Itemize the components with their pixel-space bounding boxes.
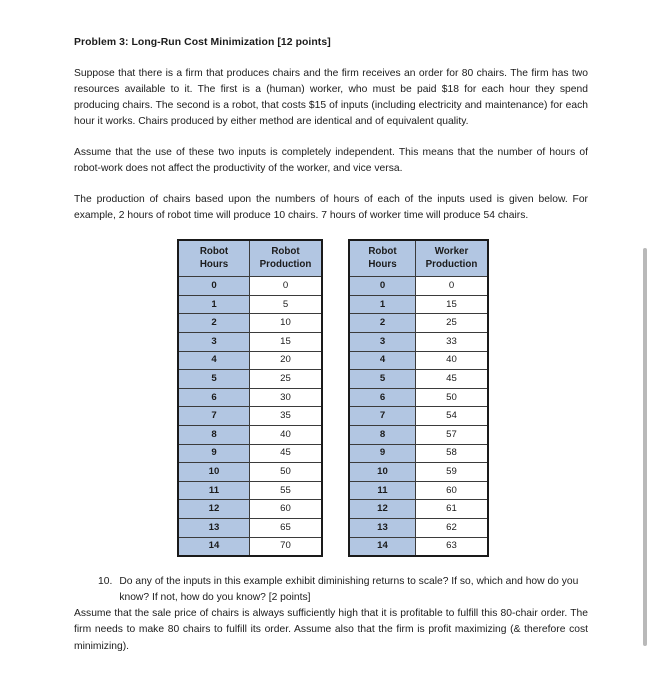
table-row [178,500,322,519]
column-header-robot-hours: Robot Hours [178,240,250,277]
table-row [349,407,488,426]
table-row [349,444,488,463]
question-number: 10. [98,576,113,588]
cell-production: 0 [416,277,489,296]
cell-hours: 14 [178,537,250,556]
cell-production: 0 [250,277,323,296]
cell-production: 15 [416,295,489,314]
cell-hours: 14 [349,537,416,556]
table-row [349,500,488,519]
cell-hours: 5 [349,370,416,389]
robot-production-table [177,239,323,557]
cell-hours: 5 [178,370,250,389]
cell-production: 55 [250,481,323,500]
table-row [349,295,488,314]
table-row [178,295,322,314]
table-row [178,463,322,482]
paragraph-intro: Suppose that there is a firm that produces chairs and the firm receives an order for 80 chairs. The firm has two resources available to it. The first is a (human) worker, who must be paid $18 for each hour they spend producing chairs. The second is a robot, that costs $15 of inputs (including electricity and maintenance) for each hour it works. Chairs produced by either method are identical and of equivalent quality. [74,67,588,127]
cell-production: 30 [250,388,323,407]
table-row [178,277,322,296]
cell-production: 50 [416,388,489,407]
table-row [349,351,488,370]
cell-hours: 3 [178,333,250,352]
cell-hours: 1 [349,295,416,314]
cell-hours: 7 [349,407,416,426]
table-row [178,426,322,445]
table-row [178,518,322,537]
cell-hours: 7 [178,407,250,426]
cell-production: 40 [416,351,489,370]
cell-production: 58 [416,444,489,463]
table-row [349,388,488,407]
cell-production: 10 [250,314,323,333]
cell-hours: 10 [178,463,250,482]
cell-hours: 12 [349,500,416,519]
cell-hours: 6 [349,388,416,407]
cell-production: 33 [416,333,489,352]
worker-table-body [349,277,488,556]
paragraph-independence: Assume that the use of these two inputs is completely independent. This means that the number of hours of robot-work does not affect the productivity of the worker, and vice versa. [74,146,588,174]
paragraph-closing: Assume that the sale price of chairs is always sufficiently high that it is profitable to fulfill this 80-chair order. The firm needs to make 80 chairs to fulfill its order. Assume also that the firm is profit maximizing (& therefore cost minimizing). [74,608,588,652]
cell-production: 45 [250,444,323,463]
cell-production: 61 [416,500,489,519]
cell-hours: 8 [349,426,416,445]
worker-production-table [348,239,489,557]
cell-hours: 10 [349,463,416,482]
cell-production: 70 [250,537,323,556]
cell-hours: 12 [178,500,250,519]
cell-hours: 11 [178,481,250,500]
cell-hours: 2 [349,314,416,333]
table-row [349,426,488,445]
page-title: Problem 3: Long-Run Cost Minimization [12 points] [74,37,331,48]
table-row [178,370,322,389]
table-row [178,388,322,407]
table-row [349,370,488,389]
cell-production: 5 [250,295,323,314]
cell-production: 15 [250,333,323,352]
cell-production: 65 [250,518,323,537]
cell-hours: 11 [349,481,416,500]
table-header-row [178,240,322,277]
table-header-row [349,240,488,277]
robot-table-head [178,240,322,277]
cell-production: 35 [250,407,323,426]
cell-hours: 9 [349,444,416,463]
cell-production: 57 [416,426,489,445]
cell-hours: 9 [178,444,250,463]
table-row [349,463,488,482]
table-row [349,333,488,352]
table-row [349,537,488,556]
cell-hours: 3 [349,333,416,352]
cell-production: 25 [250,370,323,389]
question-text: Do any of the inputs in this example exhibit diminishing returns to scale? If so, which and how do you know? If not, how do you know? [2 points] [119,576,579,604]
cell-hours: 13 [349,518,416,537]
question-10 [74,574,588,606]
worker-table-head [349,240,488,277]
scrollbar-thumb[interactable] [643,248,647,646]
table-row [178,407,322,426]
cell-production: 25 [416,314,489,333]
cell-production: 62 [416,518,489,537]
cell-production: 59 [416,463,489,482]
cell-hours: 1 [178,295,250,314]
cell-production: 60 [416,481,489,500]
table-row [178,333,322,352]
cell-hours: 2 [178,314,250,333]
cell-hours: 6 [178,388,250,407]
table-row [349,481,488,500]
robot-table-body [178,277,322,556]
cell-production: 40 [250,426,323,445]
production-tables [74,239,588,557]
cell-production: 50 [250,463,323,482]
table-row [178,314,322,333]
table-row [349,314,488,333]
table-row [178,537,322,556]
table-row [178,351,322,370]
column-header-robot-production: Robot Production [250,240,323,277]
page-scrollbar[interactable] [641,0,650,700]
table-row [349,518,488,537]
cell-production: 20 [250,351,323,370]
column-header-robot-hours: Robot Hours [349,240,416,277]
table-row [178,481,322,500]
cell-production: 60 [250,500,323,519]
cell-production: 63 [416,537,489,556]
cell-production: 54 [416,407,489,426]
cell-hours: 4 [349,351,416,370]
cell-hours: 4 [178,351,250,370]
cell-hours: 0 [349,277,416,296]
cell-hours: 13 [178,518,250,537]
column-header-worker-production: Worker Production [416,240,489,277]
cell-hours: 0 [178,277,250,296]
cell-production: 45 [416,370,489,389]
paragraph-production: The production of chairs based upon the numbers of hours of each of the inputs used is given below. For example, 2 hours of robot time will produce 10 chairs. 7 hours of worker time will produce 54 chairs. [74,194,588,222]
table-row [178,444,322,463]
cell-hours: 8 [178,426,250,445]
table-row [349,277,488,296]
